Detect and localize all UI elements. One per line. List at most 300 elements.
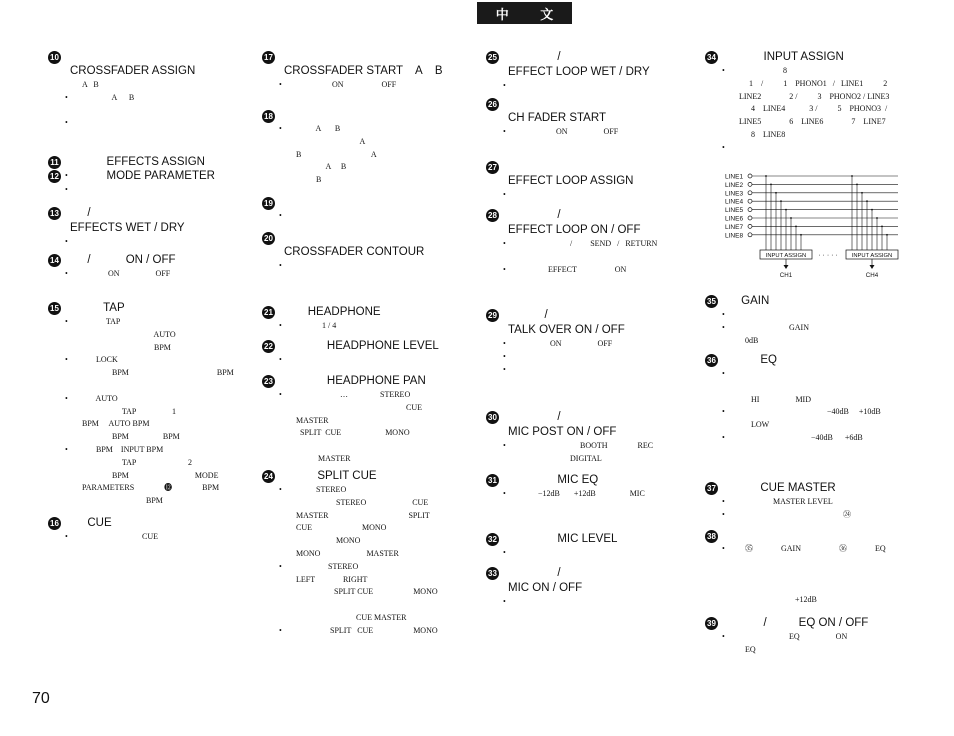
body-line [723, 581, 915, 594]
body-line [280, 174, 472, 187]
section-title: / [503, 209, 561, 221]
bullet-line [723, 322, 915, 335]
section-number: 34 [705, 51, 718, 64]
section-10 [48, 50, 258, 130]
line-text: BPM AUTO BPM [82, 419, 150, 429]
line-text [82, 117, 84, 130]
section-heading [486, 50, 696, 65]
line-text: LINE5 6 LINE6 7 LINE7 [739, 117, 886, 127]
section-heading [705, 50, 915, 65]
arrow-head [870, 265, 875, 269]
section-14 [48, 253, 258, 281]
line-text [296, 440, 298, 453]
line-text: LOCK [82, 355, 118, 365]
bullet-line [280, 260, 472, 273]
body-line [280, 415, 472, 428]
junction-dot [866, 200, 868, 202]
body-line [280, 548, 472, 561]
input-assign-label: INPUT ASSIGN [851, 252, 893, 259]
line-text [739, 556, 741, 569]
body-line [66, 367, 258, 380]
section-number: 31 [486, 474, 499, 487]
section-number: 11 [48, 156, 61, 169]
junction-dot [765, 175, 767, 177]
line-text [82, 236, 84, 249]
section-title: MODE PARAMETER [65, 170, 215, 182]
bullet-line [280, 210, 472, 223]
line-text: BPM [82, 496, 163, 506]
body-line [280, 586, 472, 599]
line-text: CUE [296, 402, 422, 412]
body-line [66, 105, 258, 118]
section-title: / [503, 51, 561, 63]
bullet-line [504, 126, 696, 139]
line-label: LINE2 [725, 181, 744, 189]
section-number: 33 [486, 567, 499, 580]
junction-dot [871, 209, 873, 211]
line-text: SPLIT CUE MONO [296, 625, 438, 635]
channel-label: CH1 [779, 272, 793, 279]
line-text: CUE [82, 532, 158, 541]
line-text: −40dB +6dB [739, 432, 863, 442]
section-number: 28 [486, 209, 499, 222]
line-text: EQ ON [739, 632, 848, 641]
section-31 [486, 473, 696, 501]
section-heading [48, 301, 258, 316]
body-line [66, 418, 258, 431]
bullet-line [66, 184, 258, 197]
section-number: 30 [486, 411, 499, 424]
section-title: CUE MASTER [722, 482, 836, 494]
body-line [723, 129, 915, 142]
junction-dot [851, 175, 853, 177]
body-line [723, 556, 915, 569]
input-jack [748, 224, 752, 228]
section-subtitle: EFFECT LOOP ON / OFF [508, 224, 641, 236]
section-number: 17 [262, 51, 275, 64]
line-text: CUE MASTER [296, 612, 407, 622]
section-subtitle: EFFECT LOOP ASSIGN [508, 175, 634, 187]
line-text [739, 381, 741, 394]
section-number: 18 [262, 110, 275, 123]
bullet-line [66, 92, 258, 105]
bullet-line [723, 543, 915, 556]
line-text: PARAMETERS ⓬ BPM [82, 483, 220, 493]
input-assign-diagram [722, 170, 902, 282]
bullet-line [504, 338, 696, 351]
section-title: / [503, 567, 561, 579]
line-text: 1 / 1 PHONO1 / LINE1 2 [739, 78, 888, 88]
body-line [504, 453, 696, 466]
section-title: / [503, 411, 561, 423]
bullet-line [723, 631, 915, 644]
line-text: LOW [739, 420, 770, 430]
section-heading [262, 374, 472, 389]
junction-dot [856, 184, 858, 186]
bullet-line [723, 509, 915, 522]
line-text: BOOTH REC [520, 441, 654, 450]
line-text: LEFT RIGHT [296, 574, 368, 584]
line-text: EFFECT ON [520, 264, 627, 274]
section-number: 32 [486, 533, 499, 546]
section-number: 38 [705, 530, 718, 543]
section-27 [486, 160, 696, 202]
section-17 [262, 50, 472, 92]
bullet-line [280, 354, 472, 367]
body-line [280, 453, 472, 466]
section-heading [486, 473, 696, 488]
bullet-line [280, 320, 472, 333]
line-text: GAIN [739, 322, 809, 332]
junction-dot [770, 184, 772, 186]
section-subtitle: EFFECTS WET / DRY [70, 222, 185, 234]
line-text: STEREO CUE [296, 497, 429, 507]
line-text: −40dB +10dB [739, 407, 881, 417]
body-line [66, 406, 258, 419]
line-text: AUTO [82, 329, 176, 339]
bullet-line [723, 65, 915, 78]
section-35 [705, 294, 915, 347]
bullet-line [66, 531, 258, 544]
section-number: 15 [48, 302, 61, 315]
section-28 [486, 208, 696, 276]
section-number: 39 [705, 617, 718, 630]
section-heading [705, 529, 915, 543]
bullet-line [66, 316, 258, 329]
section-number: 16 [48, 517, 61, 530]
section-heading [48, 253, 258, 268]
section-heading [262, 231, 472, 245]
body-line [723, 116, 915, 129]
junction-dot [785, 209, 787, 211]
line-text [520, 351, 522, 364]
section-number: 37 [705, 482, 718, 495]
line-text [739, 581, 741, 594]
bullet-line [280, 123, 472, 136]
line-text [82, 105, 84, 118]
line-text: BPM INPUT BPM [82, 444, 164, 454]
bullet-line [66, 393, 258, 406]
section-36 [705, 353, 915, 445]
section-title: EQ [722, 354, 777, 366]
section-number: 13 [48, 207, 61, 220]
body-line [723, 335, 915, 348]
bullet-line [504, 264, 696, 277]
body-line [280, 535, 472, 548]
section-heading [262, 469, 472, 484]
section-heading [48, 50, 258, 64]
section-number: 10 [48, 51, 61, 64]
bullet-line [723, 432, 915, 445]
section-heading [262, 305, 472, 320]
bullet-line [723, 368, 915, 381]
line-text: MASTER LEVEL [739, 497, 833, 506]
input-jack [748, 182, 752, 186]
section-title: HEADPHONE [279, 306, 381, 318]
line-text [739, 309, 741, 322]
line-text [520, 189, 522, 202]
line-text: TAP [82, 317, 121, 326]
body-line [280, 149, 472, 162]
section-title: / ON / OFF [65, 254, 176, 266]
line-text: A B [296, 124, 341, 133]
section-heading [262, 109, 472, 123]
section-heading [262, 339, 472, 354]
section-title: SPLIT CUE [279, 470, 377, 482]
section-subtitle: MIC ON / OFF [508, 582, 583, 594]
bullet-line [280, 561, 472, 574]
bullet-line [504, 238, 696, 251]
section-subtitle: CROSSFADER CONTOUR [284, 246, 425, 258]
line-text: 1 / 4 [296, 321, 337, 330]
line-text: DIGITAL [520, 453, 602, 463]
line-text [739, 368, 741, 381]
section-title: CUE [65, 517, 112, 529]
section-heading [486, 566, 696, 581]
line-text: LINE2 2 / 3 PHONO2 / LINE3 [739, 91, 890, 101]
line-text: … STEREO [296, 390, 411, 399]
line-text: / SEND / RETURN [520, 239, 658, 248]
line-text: EQ [739, 644, 756, 654]
body-line [723, 594, 915, 607]
section-heading [262, 50, 472, 64]
line-text [296, 599, 298, 612]
section-heading [486, 308, 696, 323]
bullet-line [504, 488, 696, 501]
body-line [66, 495, 258, 508]
section-21 [262, 305, 472, 333]
line-text [296, 260, 298, 273]
section-subtitle: TALK OVER ON / OFF [508, 324, 625, 336]
body-line [723, 103, 915, 116]
section-29 [486, 308, 696, 376]
input-jack [748, 199, 752, 203]
bullet-line [504, 189, 696, 202]
section-30 [486, 410, 696, 466]
junction-dot [876, 217, 878, 219]
line-text: A B [82, 80, 99, 89]
body-line [280, 599, 472, 612]
section-13 [48, 206, 258, 249]
body-line [280, 161, 472, 174]
line-text: MONO MASTER [296, 548, 399, 558]
junction-dot [775, 192, 777, 194]
line-text: TAP 2 [82, 457, 193, 467]
junction-dot [861, 192, 863, 194]
section-title: / EQ ON / OFF [722, 617, 869, 629]
bullet-line [504, 596, 696, 609]
bullet-line [723, 142, 915, 155]
line-text: B A [296, 149, 377, 159]
junction-dot [800, 234, 802, 236]
section-heading [48, 169, 258, 184]
line-text: ON OFF [296, 80, 397, 89]
line-text: BPM BPM [82, 432, 180, 442]
line-text: CUE MONO [296, 523, 387, 533]
section-heading [705, 294, 915, 309]
body-line [280, 612, 472, 625]
body-line [66, 380, 258, 393]
body-line [723, 419, 915, 432]
line-label: LINE4 [725, 198, 744, 206]
section-heading [486, 160, 696, 174]
input-jack [748, 216, 752, 220]
section-number: 29 [486, 309, 499, 322]
section-subtitle: EFFECT LOOP WET / DRY [508, 66, 650, 78]
body-line [723, 91, 915, 104]
body-line [280, 136, 472, 149]
section-title: GAIN [722, 295, 770, 307]
line-label: LINE3 [725, 190, 744, 198]
section-title: HEADPHONE PAN [279, 375, 426, 387]
line-text: BPM [82, 342, 171, 352]
bullet-line [66, 444, 258, 457]
body-line [280, 497, 472, 510]
input-jack [748, 174, 752, 178]
section-32 [486, 532, 696, 560]
line-text: ㉟ GAIN ㊱ EQ [739, 544, 886, 553]
section-heading [705, 616, 915, 631]
section-39 [705, 616, 915, 657]
body-line [280, 402, 472, 415]
section-number: 14 [48, 254, 61, 267]
section-number: 35 [705, 295, 718, 308]
input-jack [748, 233, 752, 237]
body-line [66, 457, 258, 470]
line-text: ON OFF [520, 339, 613, 348]
junction-dot [881, 226, 883, 228]
line-text: MONO [296, 536, 361, 546]
bullet-line [504, 547, 696, 560]
line-text [296, 210, 298, 223]
bullet-line [280, 625, 472, 638]
section-26 [486, 97, 696, 139]
section-number: 26 [486, 98, 499, 111]
section-25 [486, 50, 696, 93]
section-title: / [503, 309, 548, 321]
section-19 [262, 196, 472, 223]
section-33 [486, 566, 696, 609]
channel-label: CH4 [865, 272, 879, 279]
body-line [280, 574, 472, 587]
body-line [723, 381, 915, 394]
line-text: SPLIT CUE MONO [296, 428, 410, 438]
section-18 [262, 109, 472, 187]
section-38 [705, 529, 915, 607]
section-subtitle: CROSSFADER START A B [284, 65, 443, 77]
bullet-line [723, 406, 915, 419]
section-heading [486, 97, 696, 111]
line-text: 8 LINE8 [739, 129, 786, 139]
section-number: 27 [486, 161, 499, 174]
junction-dot [790, 217, 792, 219]
junction-dot [886, 234, 888, 236]
line-text [82, 380, 84, 393]
body-line [723, 394, 915, 407]
section-subtitle: MIC POST ON / OFF [508, 426, 617, 438]
line-text [520, 547, 522, 560]
section-24 [262, 469, 472, 638]
line-text: ON OFF [520, 127, 619, 136]
section-number: 19 [262, 197, 275, 210]
section-heading [48, 155, 258, 170]
bullet-line [66, 236, 258, 249]
body-line [280, 510, 472, 523]
bullet-line [66, 268, 258, 281]
junction-dot [795, 226, 797, 228]
line-text: −12dB +12dB MIC [520, 489, 645, 498]
line-label: LINE8 [725, 232, 744, 240]
section-subtitle: CH FADER START [508, 112, 606, 124]
section-number: 22 [262, 340, 275, 353]
language-tab: 中 文 [477, 2, 572, 24]
line-text: MASTER [296, 415, 329, 425]
section-20 [262, 231, 472, 273]
section-number: 20 [262, 232, 275, 245]
section-heading [262, 196, 472, 210]
section-heading [705, 353, 915, 368]
body-line [504, 251, 696, 264]
line-text: TAP 1 [82, 406, 177, 416]
section-heading [48, 516, 258, 531]
bullet-line [504, 440, 696, 453]
line-text [739, 569, 741, 582]
section-heading [48, 206, 258, 221]
line-text [739, 142, 741, 155]
section-title: EFFECTS ASSIGN [65, 156, 205, 168]
section-number: 23 [262, 375, 275, 388]
line-text: A [296, 136, 366, 146]
line-text [296, 354, 298, 367]
body-line [280, 440, 472, 453]
line-text: MASTER [296, 453, 351, 463]
bullet-line [66, 354, 258, 367]
section-number: 25 [486, 51, 499, 64]
section-title: MIC EQ [503, 474, 599, 486]
body-line [66, 79, 258, 92]
section-23 [262, 374, 472, 466]
body-line [723, 78, 915, 91]
bullet-line [504, 80, 696, 93]
body-line [66, 342, 258, 355]
line-text: 0dB [739, 335, 759, 345]
line-label: LINE5 [725, 207, 744, 215]
arrow-head [784, 265, 789, 269]
section-title: TAP [65, 302, 125, 314]
section-number: 36 [705, 354, 718, 367]
body-line [66, 482, 258, 495]
section-number: 12 [48, 170, 61, 183]
input-jack [748, 191, 752, 195]
line-text: +12dB [739, 595, 817, 605]
input-assign-label: INPUT ASSIGN [765, 252, 807, 259]
bullet-line [504, 351, 696, 364]
section-title: HEADPHONE LEVEL [279, 340, 439, 352]
line-text: A B [296, 162, 347, 172]
section-34 [705, 50, 915, 155]
page-number: 70 [32, 690, 50, 707]
line-text: SPLIT CUE MONO [296, 587, 438, 597]
section-22 [262, 339, 472, 367]
line-text: A B [82, 92, 135, 102]
section-37 [705, 481, 915, 522]
line-text: B [296, 175, 322, 185]
bullet-line [504, 364, 696, 377]
body-line [280, 427, 472, 440]
bullet-line [280, 389, 472, 402]
line-text: BPM BPM [82, 368, 234, 378]
bullet-line [280, 484, 472, 497]
